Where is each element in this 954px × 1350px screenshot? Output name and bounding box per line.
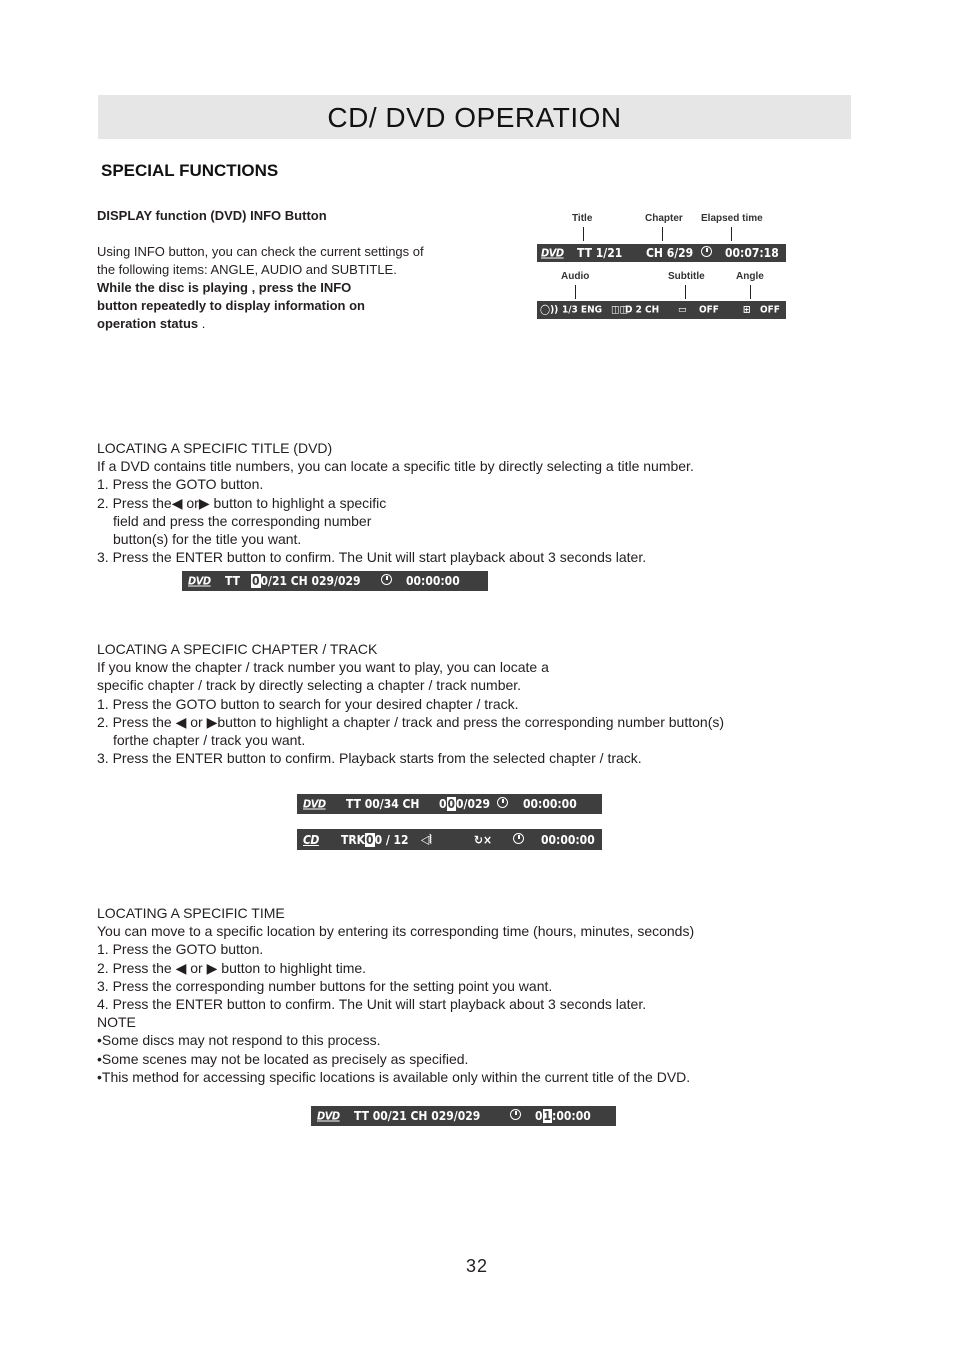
left-arrow-icon: ◀ <box>175 713 187 730</box>
dolby-icon: ◫◫ <box>611 304 629 316</box>
note-bullet: •Some discs may not respond to this process. <box>97 1032 381 1049</box>
display-info-tail: . <box>198 316 206 331</box>
locate-title-heading: LOCATING A SPECIFIC TITLE (DVD) <box>97 440 333 456</box>
osd-entry-rest: :00:00 <box>552 1109 591 1123</box>
display-info-heading: DISPLAY function (DVD) INFO Button <box>97 208 327 223</box>
speaker-icon: ◯)) <box>540 304 559 316</box>
osd-time-value: 00:00:00 <box>523 797 577 811</box>
osd-title-value: TT 1/21 <box>577 246 623 260</box>
osd-label-audio: Audio <box>561 271 590 282</box>
osd-subtitle-value: OFF <box>699 304 719 316</box>
display-info-bold-line: button repeatedly to display information on <box>97 298 365 313</box>
locate-title-step: field and press the corresponding number <box>113 512 372 529</box>
locate-chapter-step: 1. Press the GOTO button to search for your desired chapter / track. <box>97 695 519 712</box>
clock-icon <box>381 574 392 588</box>
page-header <box>98 95 851 139</box>
step-text: or <box>186 959 207 976</box>
step-text: button to highlight time. <box>217 959 367 976</box>
step-text: button to highlight a chapter / track and press the corresponding number button(s) <box>217 713 725 730</box>
osd-label-angle: Angle <box>736 271 764 282</box>
osd-angle-value: OFF <box>760 304 780 316</box>
clock-icon <box>510 1109 521 1123</box>
osd-entry-rest: 0/21 CH 029/029 <box>260 574 361 588</box>
display-info-bold-line: While the disc is playing , press the INFO <box>97 280 352 295</box>
osd-goto-track-cd-bar <box>297 829 602 850</box>
osd-label-chapter: Chapter <box>645 213 683 224</box>
osd-entry <box>341 833 409 847</box>
dvd-logo-icon: DVD <box>188 574 211 588</box>
step-text: button to highlight a specific <box>209 494 387 511</box>
step-text: or <box>186 713 207 730</box>
right-arrow-icon: ▶ <box>206 959 218 976</box>
osd-pointer <box>750 285 751 299</box>
step-text: 2. Press the <box>97 713 172 730</box>
osd-cursor: 0 <box>252 574 260 588</box>
step-text: 2. Press the <box>97 959 176 976</box>
locate-time-heading: LOCATING A SPECIFIC TIME <box>97 905 285 921</box>
locate-title-step: button(s) for the title you want. <box>113 531 302 548</box>
display-info-bold-text: operation status <box>97 316 199 331</box>
locate-time-step <box>97 959 694 977</box>
osd-tt-value: TT 00/21 CH 029/029 <box>354 1109 481 1123</box>
dvd-logo-icon: DVD <box>317 1109 340 1123</box>
osd-label-elapsed: Elapsed time <box>701 213 763 224</box>
dvd-logo-icon: DVD <box>303 797 326 811</box>
locate-chapter-heading: LOCATING A SPECIFIC CHAPTER / TRACK <box>97 641 378 657</box>
locate-time-intro: You can move to a specific location by entering its corresponding time (hours, minutes, seconds) <box>97 923 695 940</box>
subtitle-icon: ▭ <box>678 304 687 316</box>
note-bullet: •Some scenes may not be located as precisely as specified. <box>97 1050 469 1067</box>
osd-chapter-value: CH 6/29 <box>646 246 694 260</box>
locate-time-step: 1. Press the GOTO button. <box>97 941 264 958</box>
locate-chapter-step: forthe chapter / track you want. <box>113 732 306 749</box>
locate-time-step: 3. Press the corresponding number buttons for the setting point you want. <box>97 977 553 994</box>
clock-icon <box>701 246 712 260</box>
display-info-line: Using INFO button, you can check the current settings of <box>97 244 424 259</box>
osd-dolby-value: D 2 CH <box>625 304 660 316</box>
locate-title-intro: If a DVD contains title numbers, you can locate a specific title by directly selecting a title number. <box>97 458 694 475</box>
display-info-line: the following items: ANGLE, AUDIO and SUBTITLE. <box>97 262 397 277</box>
osd-goto-title-bar <box>182 571 488 591</box>
locate-time-step: 4. Press the ENTER button to confirm. The Unit will start playback about 3 seconds later. <box>97 996 647 1013</box>
page-title: CD/ DVD OPERATION <box>327 102 622 133</box>
right-arrow-icon: ▶ <box>198 494 210 511</box>
note-bullet: •This method for accessing specific locations is available only within the current title of the DVD. <box>97 1068 691 1085</box>
section-title: SPECIAL FUNCTIONS <box>101 161 279 180</box>
osd-audio-bar <box>537 301 786 319</box>
osd-cursor: 0 <box>447 797 456 811</box>
page-number: 32 <box>465 1256 489 1276</box>
repeat-off-icon: ↻× <box>474 832 493 847</box>
osd-cursor: 0 <box>366 832 374 847</box>
osd-tt-label: TT <box>225 574 241 588</box>
osd-entry <box>439 797 490 811</box>
osd-label-subtitle: Subtitle <box>668 271 705 282</box>
cd-logo-icon: CD <box>303 832 319 847</box>
osd-entry-rest: 0 / 12 <box>374 832 409 847</box>
angle-icon: ⊞ <box>743 304 751 316</box>
osd-tt-value: TT 00/34 CH <box>346 797 420 811</box>
locate-title-step <box>97 494 694 512</box>
osd-entry <box>251 574 360 588</box>
osd-trk-label: TRK <box>341 832 366 847</box>
osd-pointer <box>731 227 732 241</box>
display-info-bold-line <box>97 315 467 333</box>
locate-chapter-step <box>97 713 724 731</box>
locate-chapter-intro: If you know the chapter / track number you want to play, you can locate a <box>97 659 549 676</box>
osd-pointer <box>583 227 584 241</box>
osd-time-value: 00:00:00 <box>406 574 460 588</box>
locate-title-step: 1. Press the GOTO button. <box>97 476 264 493</box>
locate-chapter-intro: specific chapter / track by directly selecting a chapter / track number. <box>97 677 522 694</box>
osd-info-bar <box>537 244 786 262</box>
note-heading: NOTE <box>97 1014 136 1031</box>
osd-entry-pre: 0 <box>439 797 447 811</box>
osd-goto-time-bar <box>311 1106 616 1126</box>
clock-icon <box>497 797 508 811</box>
osd-audio-value: 1/3 ENG <box>562 304 602 316</box>
osd-entry <box>535 1109 591 1123</box>
osd-pointer <box>575 285 576 299</box>
left-arrow-icon: ◀ <box>175 959 187 976</box>
step-text: or <box>182 494 199 511</box>
dvd-logo-icon: DVD <box>541 246 564 260</box>
locate-title-section <box>97 439 694 566</box>
locate-title-step: 3. Press the ENTER button to confirm. The Unit will start playback about 3 seconds later. <box>97 549 647 566</box>
locate-chapter-step: 3. Press the ENTER button to confirm. Playback starts from the selected chapter / track. <box>97 750 642 767</box>
osd-pointer <box>685 285 686 299</box>
osd-time-value: 00:07:18 <box>725 246 779 260</box>
clock-icon <box>513 833 524 847</box>
left-arrow-icon: ◀ <box>171 494 183 511</box>
osd-label-title: Title <box>572 213 593 224</box>
osd-pointer <box>662 227 663 241</box>
volume-icon: ◁⦚ <box>421 832 432 846</box>
osd-goto-chapter-dvd-bar <box>297 794 602 814</box>
locate-time-section <box>97 904 694 1086</box>
step-text: 2. Press the <box>97 494 172 511</box>
display-info-text <box>97 243 467 333</box>
osd-time-value: 00:00:00 <box>541 832 595 847</box>
locate-chapter-section <box>97 640 724 767</box>
right-arrow-icon: ▶ <box>206 713 218 730</box>
osd-entry-rest: 0/029 <box>456 797 491 811</box>
osd-cursor: 1 <box>543 1109 552 1123</box>
osd-entry-pre: 0 <box>535 1109 543 1123</box>
